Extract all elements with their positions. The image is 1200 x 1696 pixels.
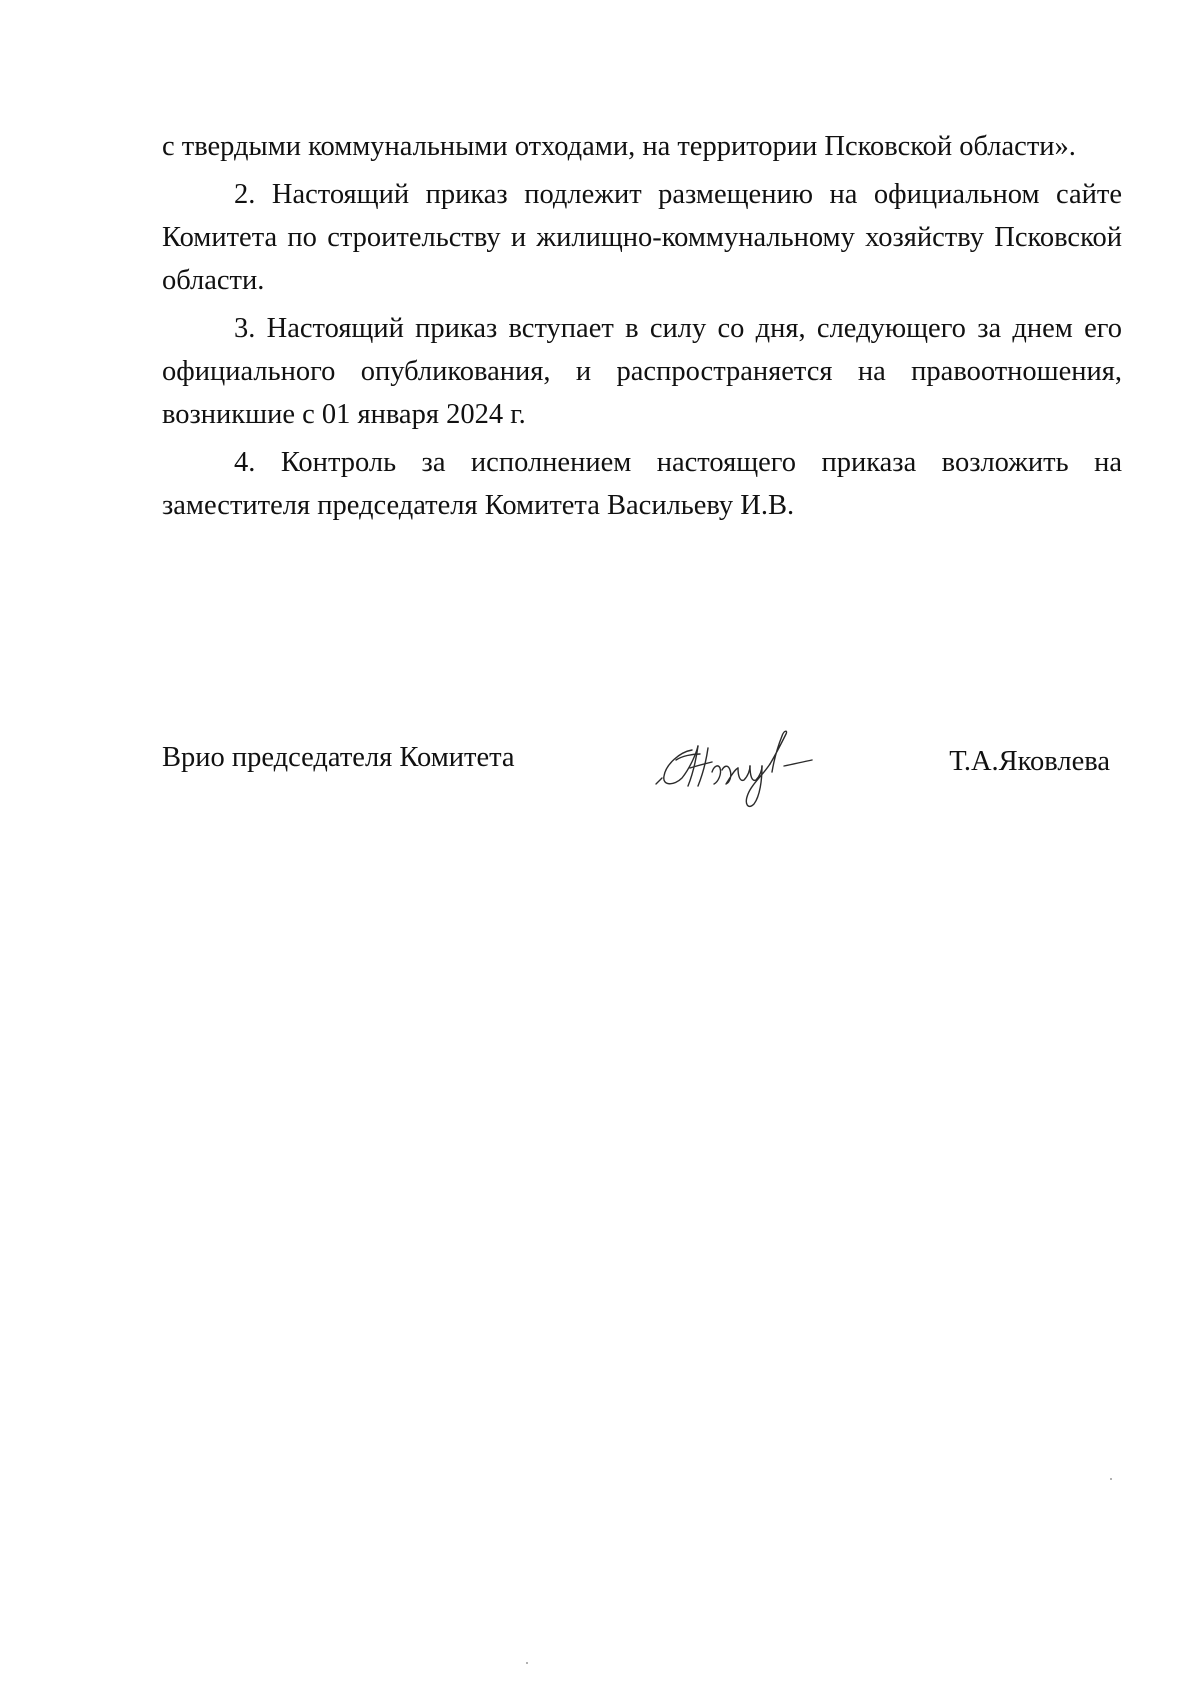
paragraph-2-publication: 2. Настоящий приказ подлежит размещению на официальном сайте Комитета по строительству и жилищно-коммунальному хозяйству Псковской области. <box>162 179 1122 296</box>
signatory-position: Врио председателя Комитета <box>162 742 515 773</box>
scan-speck <box>1110 1478 1112 1480</box>
document-body <box>162 125 1122 532</box>
paragraph-4-control: 4. Контроль за исполнением настоящего приказа возложить на заместителя председателя Комитета Васильеву И.В. <box>162 447 1122 521</box>
paragraph-3-effective-date: 3. Настоящий приказ вступает в силу со дня, следующего за днем его официального опубликования, и распространяется на правоотношения, возникшие с 01 января 2024 г. <box>162 313 1122 430</box>
paragraph-continuation: с твердыми коммунальными отходами, на территории Псковской области». <box>162 131 1076 162</box>
handwritten-signature <box>652 720 827 815</box>
signature-block <box>162 720 1122 820</box>
signatory-name: Т.А.Яковлева <box>949 746 1110 777</box>
scan-speck <box>526 1662 528 1664</box>
